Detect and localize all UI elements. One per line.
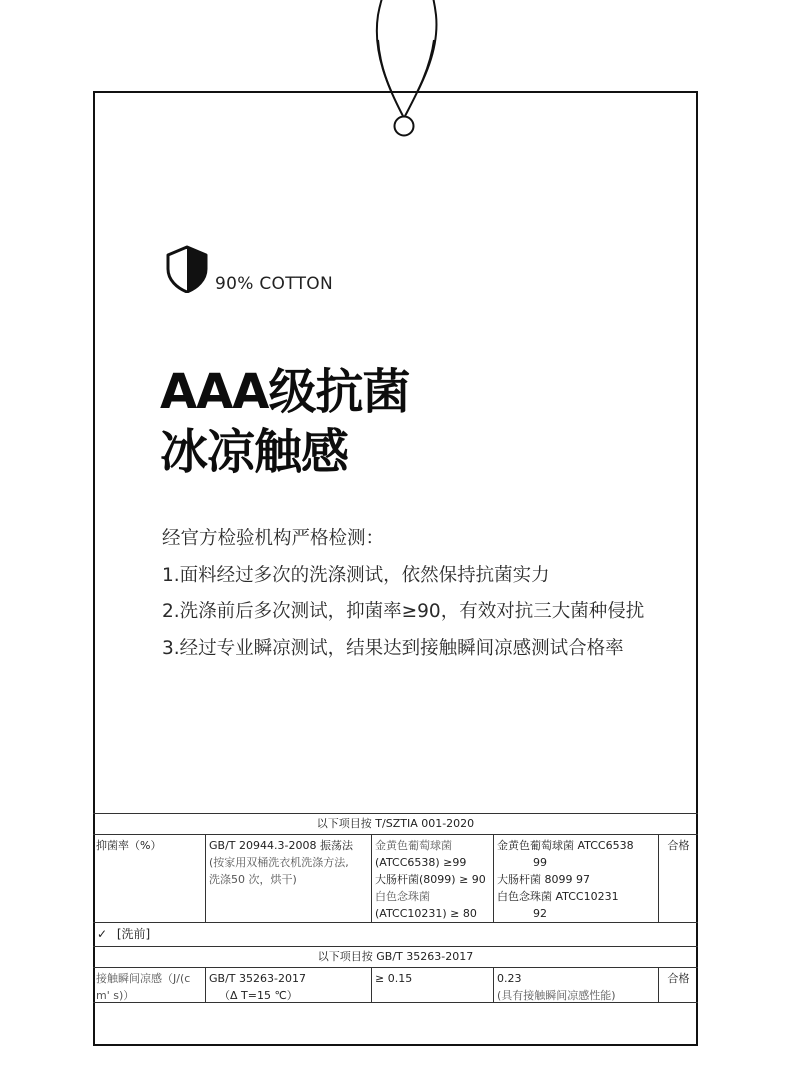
description-line: 2.洗涤前后多次测试，抑菌率≥90，有效对抗三大菌种侵扰 bbox=[162, 601, 645, 622]
wash-condition-label: [洗前] bbox=[116, 927, 151, 941]
description-line: 1.面料经过多次的洗涤测试，依然保持抗菌实力 bbox=[162, 564, 550, 586]
description-line: 经官方检验机构严格检测： bbox=[162, 528, 385, 549]
table-row bbox=[93, 967, 698, 1003]
shield-icon bbox=[163, 245, 211, 293]
item-cell: 抑菌率（%） bbox=[96, 839, 162, 852]
method-cell: GB/T 35263-2017 （Δ T=15 ℃） bbox=[205, 968, 371, 1002]
item-cell: 接触瞬间凉感（J/(c m' s)） bbox=[96, 972, 191, 1002]
result-cell: 金黄色葡萄球菌 ATCC6538 99 大肠杆菌 8099 97 白色念珠菌 ATCC10231 92 bbox=[493, 835, 658, 922]
method-cell: GB/T 20944.3-2008 振荡法 (按家用双桶洗衣机洗涤方法, 洗涤50 次，烘干) bbox=[205, 835, 371, 922]
headline-line: AAA级抗菌 bbox=[160, 364, 410, 420]
verdict-cell: 合格 bbox=[658, 835, 698, 922]
description-line: 3.经过专业瞬凉测试，结果达到接触瞬间凉感测试合格率 bbox=[162, 637, 624, 659]
headline-line: 冰凉触感 bbox=[160, 424, 349, 480]
test-description bbox=[162, 521, 644, 667]
section-caption: 以下项目按 T/SZTIA 001-2020 bbox=[93, 813, 698, 834]
material-label: 90% COTTON bbox=[215, 274, 334, 294]
check-icon: ✓ bbox=[97, 927, 108, 941]
test-results-table bbox=[93, 813, 698, 1003]
verdict-cell: 合格 bbox=[658, 968, 698, 1002]
table-row bbox=[93, 834, 698, 922]
result-cell: 0.23 (具有接触瞬间凉感性能) bbox=[493, 968, 658, 1002]
wash-condition-row bbox=[93, 922, 698, 946]
requirement-cell: 金黄色葡萄球菌 (ATCC6538) ≥99 大肠杆菌(8099) ≥ 90 白色念珠菌 (ATCC10231) ≥ 80 bbox=[371, 835, 493, 922]
requirement-cell: ≥ 0.15 bbox=[371, 968, 493, 1002]
section-caption: 以下项目按 GB/T 35263-2017 bbox=[93, 946, 698, 967]
headline bbox=[160, 362, 409, 482]
